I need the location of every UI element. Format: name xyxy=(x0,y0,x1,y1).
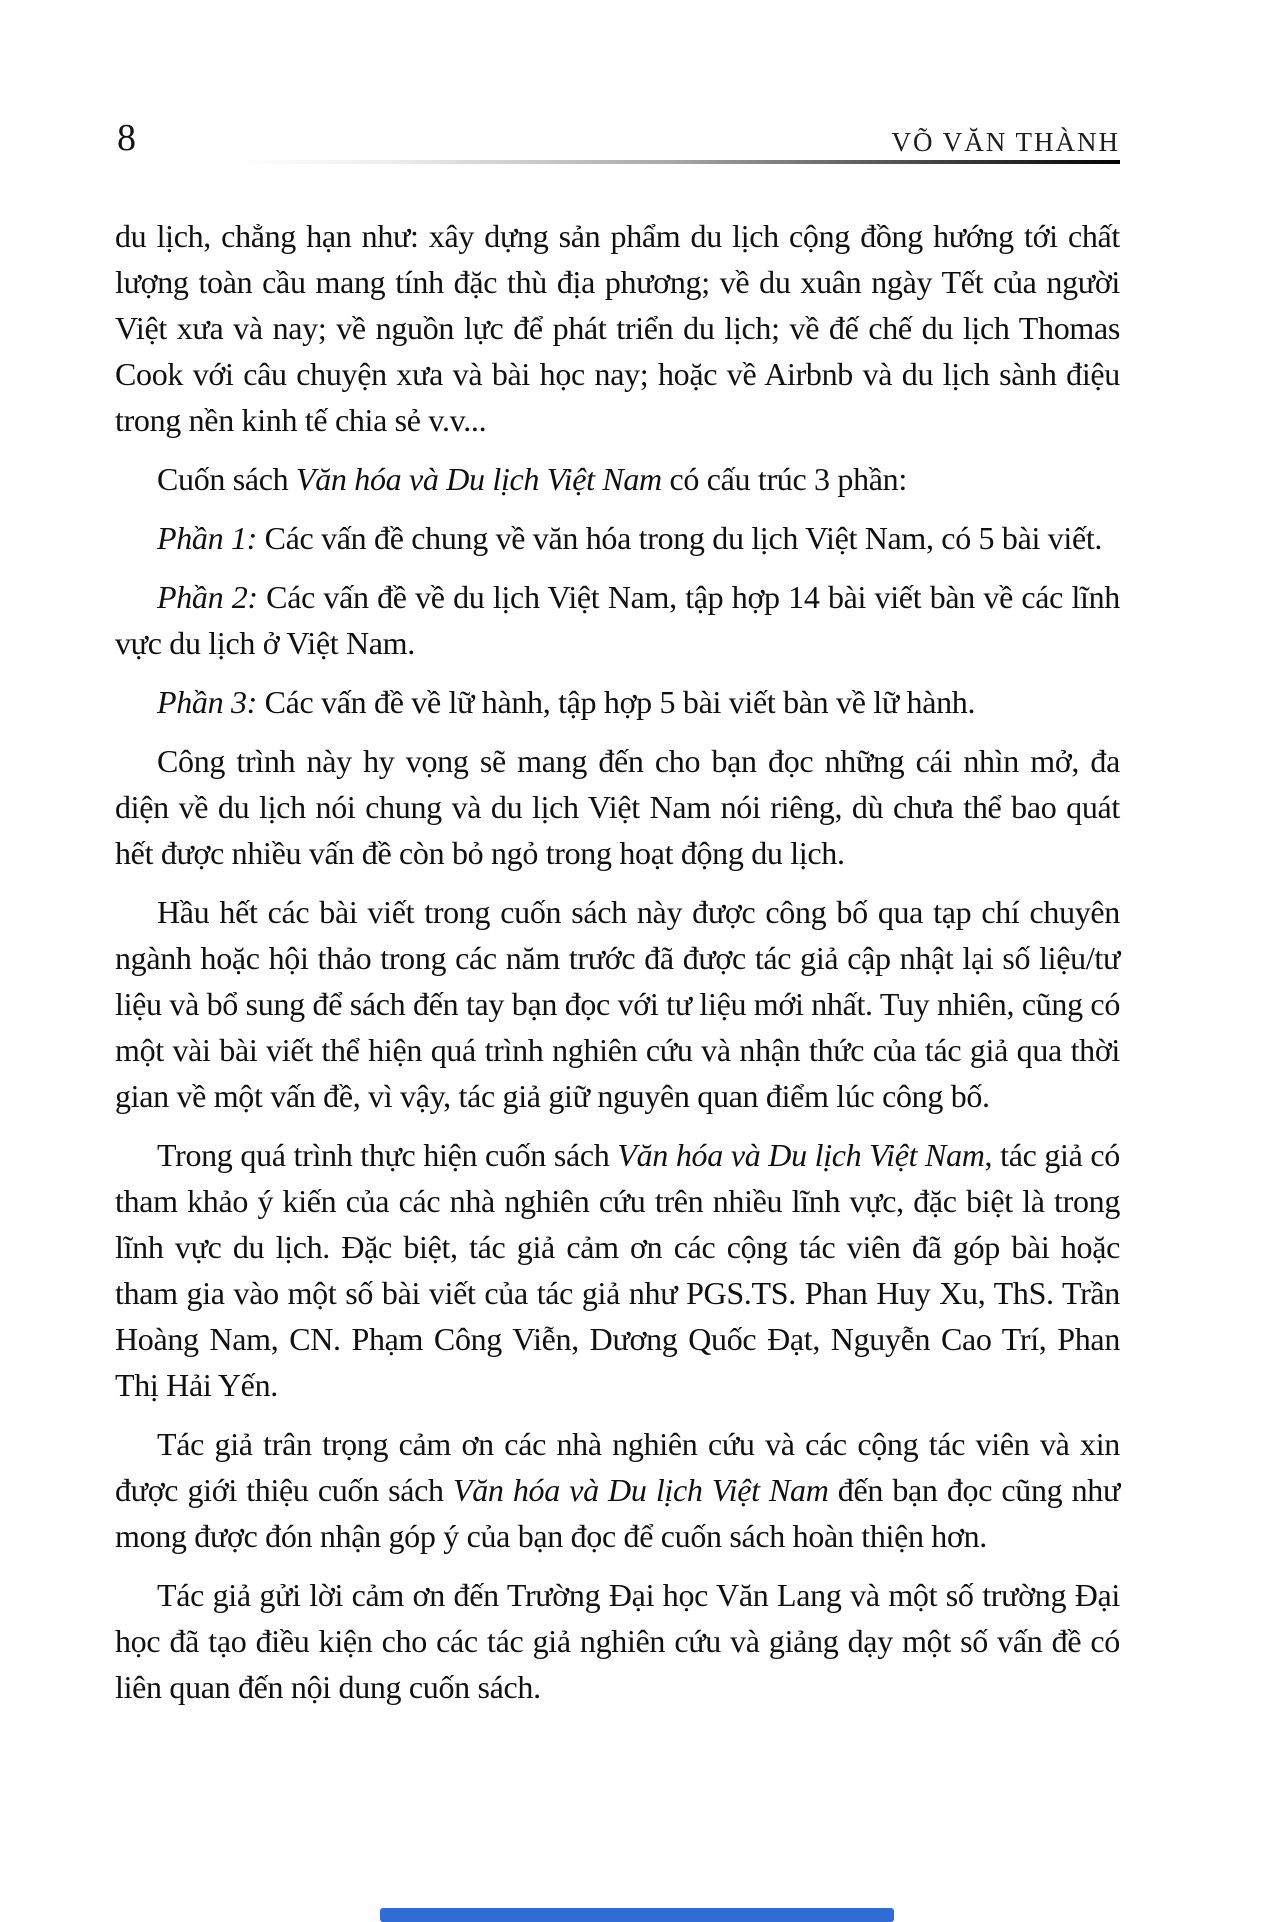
italic-text-segment: Phần 1: xyxy=(157,520,257,556)
page-body-text xyxy=(115,213,1120,1723)
italic-text-segment: Phần 2: xyxy=(157,579,258,615)
text-segment: đến bạn đọc cũng như mong được đón nhận góp ý của bạn đọc để cuốn sách hoàn thiện hơn. xyxy=(115,1472,1120,1554)
text-segment: Tác giả gửi lời cảm ơn đến Trường Đại học Văn Lang và một số trường Đại học đã tạo điều kiện cho các tác giả nghiên cứu và giảng dạy một số vấn đề có liên quan đến nội dung cuốn sách. xyxy=(115,1577,1120,1705)
paragraph xyxy=(115,515,1120,561)
italic-text-segment: Văn hóa và Du lịch Việt Nam xyxy=(452,1472,829,1508)
text-segment: Cuốn sách xyxy=(157,461,297,497)
text-segment: Trong quá trình thực hiện cuốn sách xyxy=(157,1137,618,1173)
text-segment: du lịch, chẳng hạn như: xây dựng sản phẩm du lịch cộng đồng hướng tới chất lượng toàn cầu mang tính đặc thù địa phương; về du xuân ngày Tết của người Việt xưa và nay; về nguồn lực để phát triển du lịch; về đế chế du lịch Thomas Cook với câu chuyện xưa và bài học nay; hoặc về Airbnb và du lịch sành điệu trong nền kinh tế chia sẻ v.v... xyxy=(115,218,1120,438)
text-segment: Các vấn đề về du lịch Việt Nam, tập hợp 14 bài viết bàn về các lĩnh vực du lịch ở Việt Nam. xyxy=(115,579,1120,661)
text-segment: Các vấn đề về lữ hành, tập hợp 5 bài viết bàn về lữ hành. xyxy=(256,684,976,720)
page-number: 8 xyxy=(117,117,136,159)
paragraph xyxy=(115,1132,1120,1408)
paragraph xyxy=(115,889,1120,1119)
page-header xyxy=(115,116,1120,166)
running-header-author: VÕ VĂN THÀNH xyxy=(891,127,1120,157)
italic-text-segment: Văn hóa và Du lịch Việt Nam xyxy=(296,461,662,497)
paragraph xyxy=(115,738,1120,876)
italic-text-segment: Văn hóa và Du lịch Việt Nam xyxy=(617,1137,985,1173)
reading-progress-bar[interactable] xyxy=(380,1908,894,1922)
italic-text-segment: Phần 3: xyxy=(157,684,257,720)
paragraph xyxy=(115,456,1120,502)
paragraph xyxy=(115,679,1120,725)
paragraph xyxy=(115,1421,1120,1559)
text-segment: Các vấn đề chung về văn hóa trong du lịch Việt Nam, có 5 bài viết. xyxy=(256,520,1103,556)
paragraph xyxy=(115,1572,1120,1710)
paragraph xyxy=(115,213,1120,443)
text-segment: Hầu hết các bài viết trong cuốn sách này được công bố qua tạp chí chuyên ngành hoặc hội thảo trong các năm trước đã được tác giả cập nhật lại số liệu/tư liệu và bổ sung để sách đến tay bạn đọc với tư liệu mới nhất. Tuy nhiên, cũng có một vài bài viết thể hiện quá trình nghiên cứu và nhận thức của tác giả qua thời gian về một vấn đề, vì vậy, tác giả giữ nguyên quan điểm lúc công bố. xyxy=(115,894,1120,1114)
text-segment: Công trình này hy vọng sẽ mang đến cho bạn đọc những cái nhìn mở, đa diện về du lịch nói chung và du lịch Việt Nam nói riêng, dù chưa thể bao quát hết được nhiều vấn đề còn bỏ ngỏ trong hoạt động du lịch. xyxy=(115,743,1120,871)
text-segment: , tác giả có tham khảo ý kiến của các nhà nghiên cứu trên nhiều lĩnh vực, đặc biệt là trong lĩnh vực du lịch. Đặc biệt, tác giả cảm ơn các cộng tác viên đã góp bài hoặc tham gia vào một số bài viết của tác giả như PGS.TS. Phan Huy Xu, ThS. Trần Hoàng Nam, CN. Phạm Công Viễn, Dương Quốc Đạt, Nguyễn Cao Trí, Phan Thị Hải Yến. xyxy=(115,1137,1120,1403)
header-rule xyxy=(233,160,1120,164)
paragraph xyxy=(115,574,1120,666)
text-segment: có cấu trúc 3 phần: xyxy=(661,461,907,497)
text-segment: Tác giả trân trọng cảm ơn các nhà nghiên cứu và các cộng tác viên và xin được giới thiệu cuốn sách xyxy=(115,1426,1120,1508)
